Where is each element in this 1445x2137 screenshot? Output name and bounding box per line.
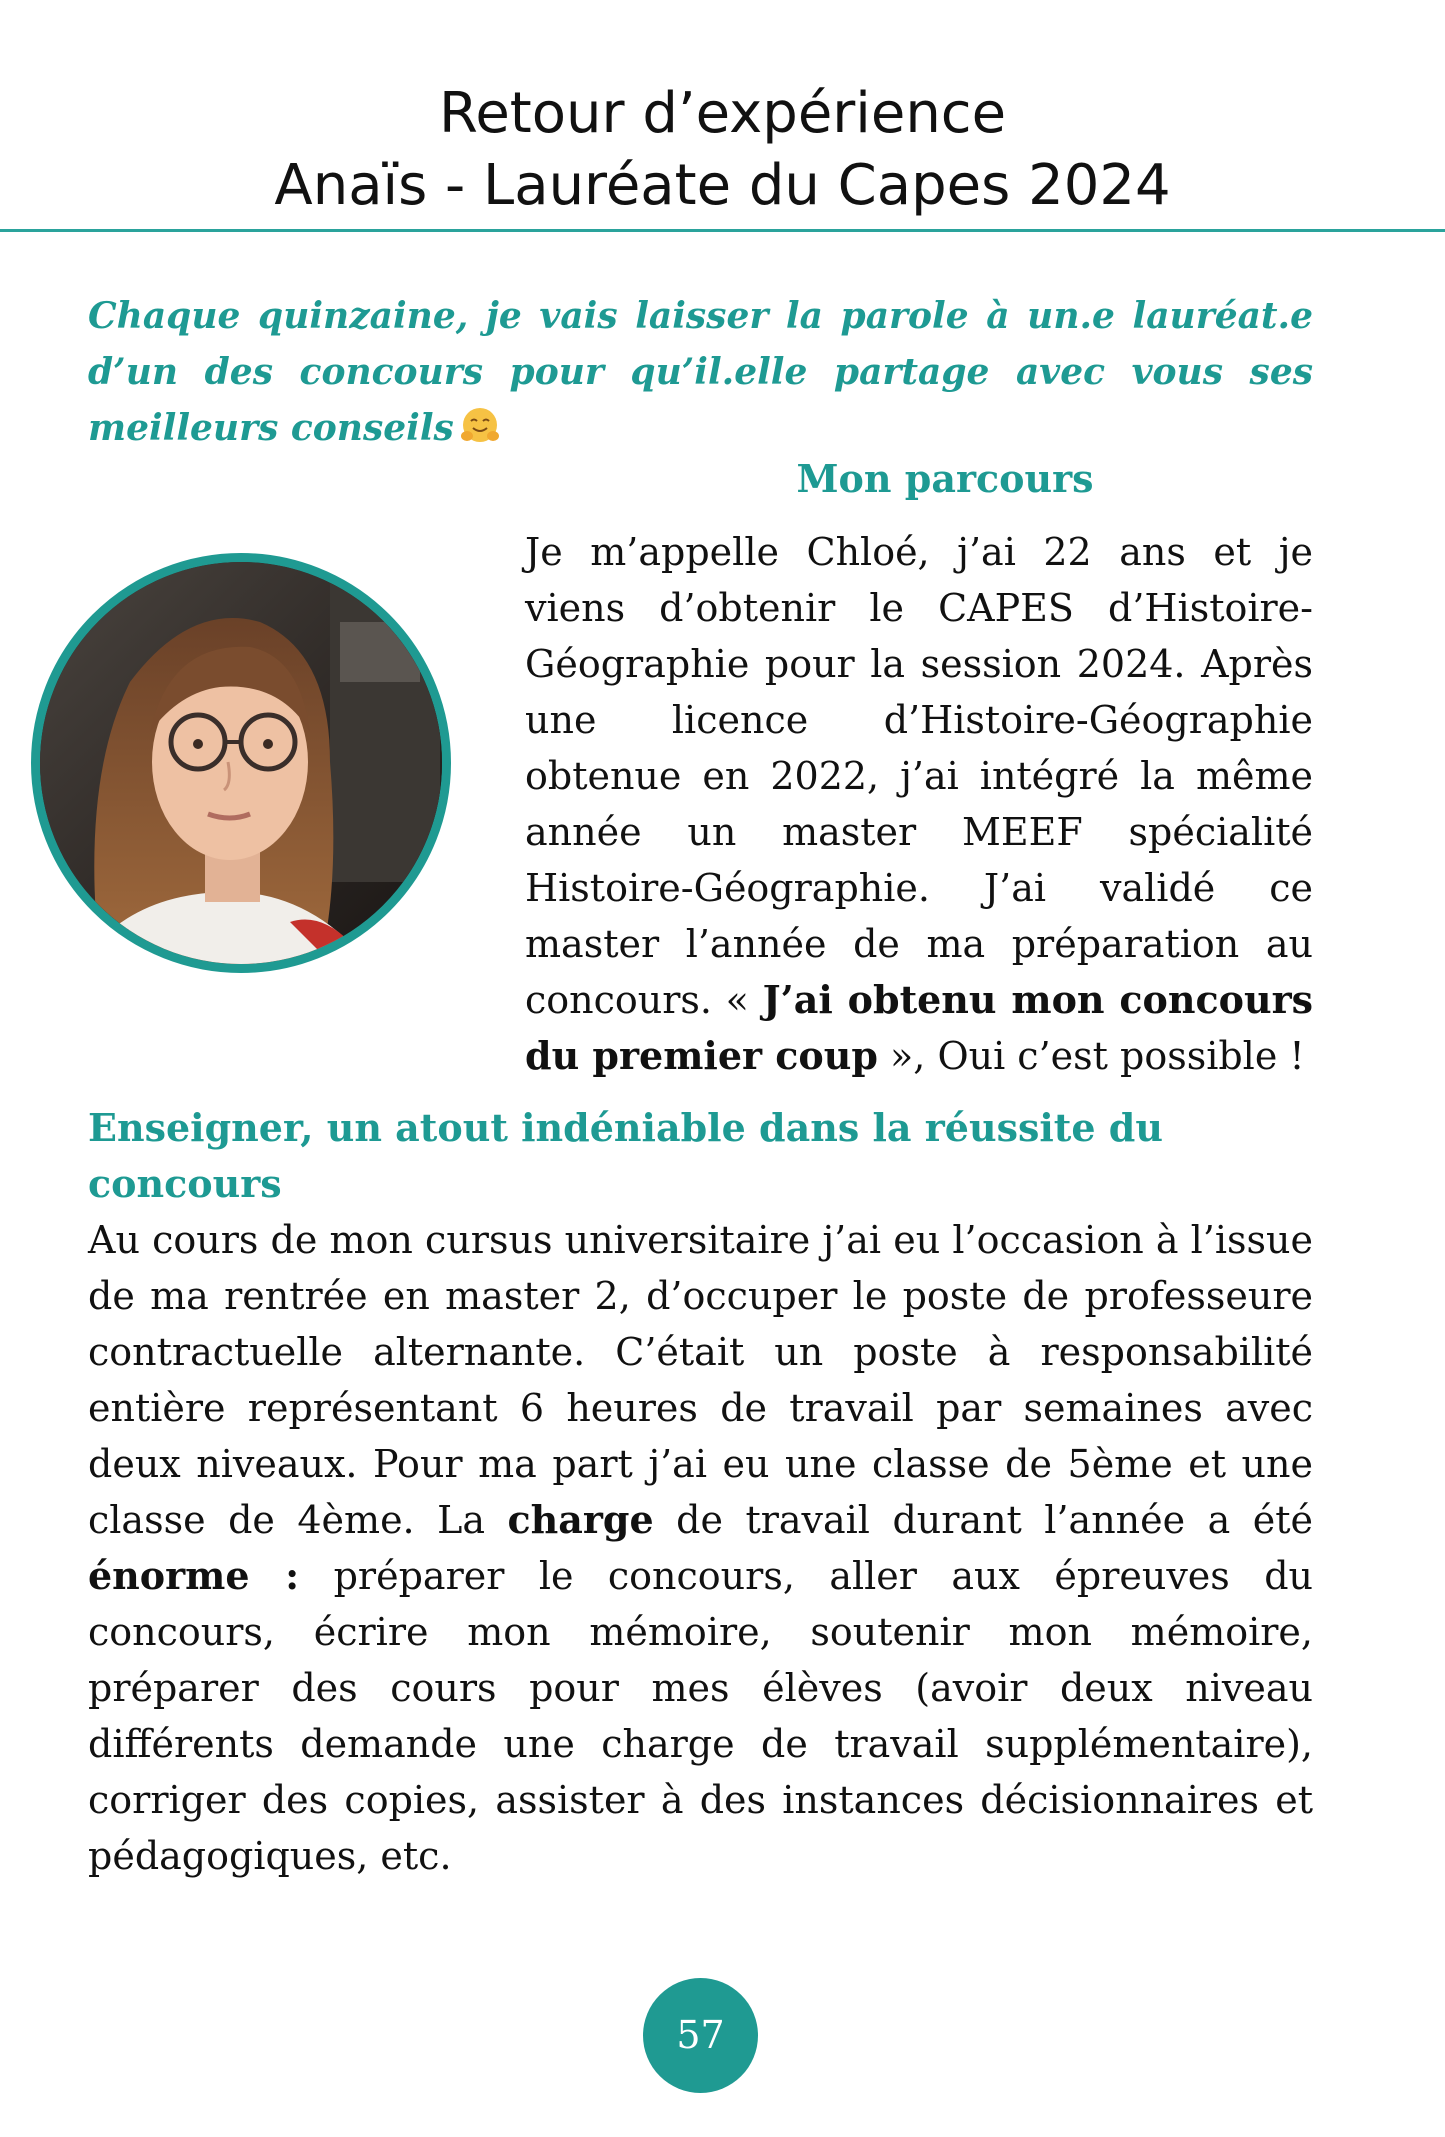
enseigner-text-part2: de travail durant l’année a été bbox=[653, 1498, 1313, 1542]
header-line-2: Anaïs - Lauréate du Capes 2024 bbox=[274, 153, 1171, 218]
parcours-paragraph bbox=[525, 524, 1313, 1084]
hugging-face-icon bbox=[460, 406, 500, 446]
enseigner-paragraph bbox=[88, 1212, 1313, 1884]
enseigner-text-part3: préparer le concours, aller aux épreuves du concours, écrire mon mémoire, soutenir mon mémoire, préparer des cours pour mes élèves (avoir deux niveau différents demande une charge de travail supplémentaire), corriger des copies, assister à des instances décisionnaires et pédagogiques, etc. bbox=[88, 1554, 1314, 1878]
portrait-photo bbox=[31, 553, 451, 973]
enseigner-bold-charge: charge bbox=[507, 1497, 654, 1542]
header-line-1: Retour d’expérience bbox=[438, 81, 1007, 146]
section-title-parcours: Mon parcours bbox=[796, 456, 1094, 501]
parcours-text: Je m’appelle Chloé, j’ai 22 ans et je viens d’obtenir le CAPES d’Histoire-Géographie pour la session 2024. Après une licence d’Histoire-Géographie obtenue en 2022, j’ai intégré la même année un master MEEF spécialité Histoire-Géographie. J’ai validé ce master l’année de ma préparation au concours. « bbox=[525, 530, 1313, 1022]
enseigner-bold-enorme: énorme : bbox=[88, 1553, 300, 1598]
header-divider bbox=[0, 229, 1445, 232]
enseigner-text-part1: Au cours de mon cursus universitaire j’ai eu l’occasion à l’issue de ma rentrée en master 2, d’occuper le poste de professeure contractuelle alternante. C’était un poste à responsabilité entière représentant 6 heures de travail par semaines avec deux niveaux. Pour ma part j’ai eu une classe de 5ème et une classe de 4ème. La bbox=[88, 1218, 1313, 1542]
portrait-illustration bbox=[40, 562, 442, 964]
parcours-quote: J’ai obtenu mon concours du premier coup bbox=[525, 977, 1313, 1078]
page-header bbox=[0, 78, 1445, 222]
intro-paragraph bbox=[88, 288, 1313, 456]
parcours-after-quote: », Oui c’est possible ! bbox=[877, 1034, 1305, 1078]
intro-text: Chaque quinzaine, je vais laisser la parole à un.e lauréat.e d’un des concours pour qu’il.elle partage avec vous ses meilleurs conseils bbox=[88, 295, 1313, 449]
page-number-badge: 57 bbox=[643, 1978, 758, 2093]
section-title-enseigner: Enseigner, un atout indéniable dans la réussite du concours bbox=[88, 1105, 1163, 1206]
